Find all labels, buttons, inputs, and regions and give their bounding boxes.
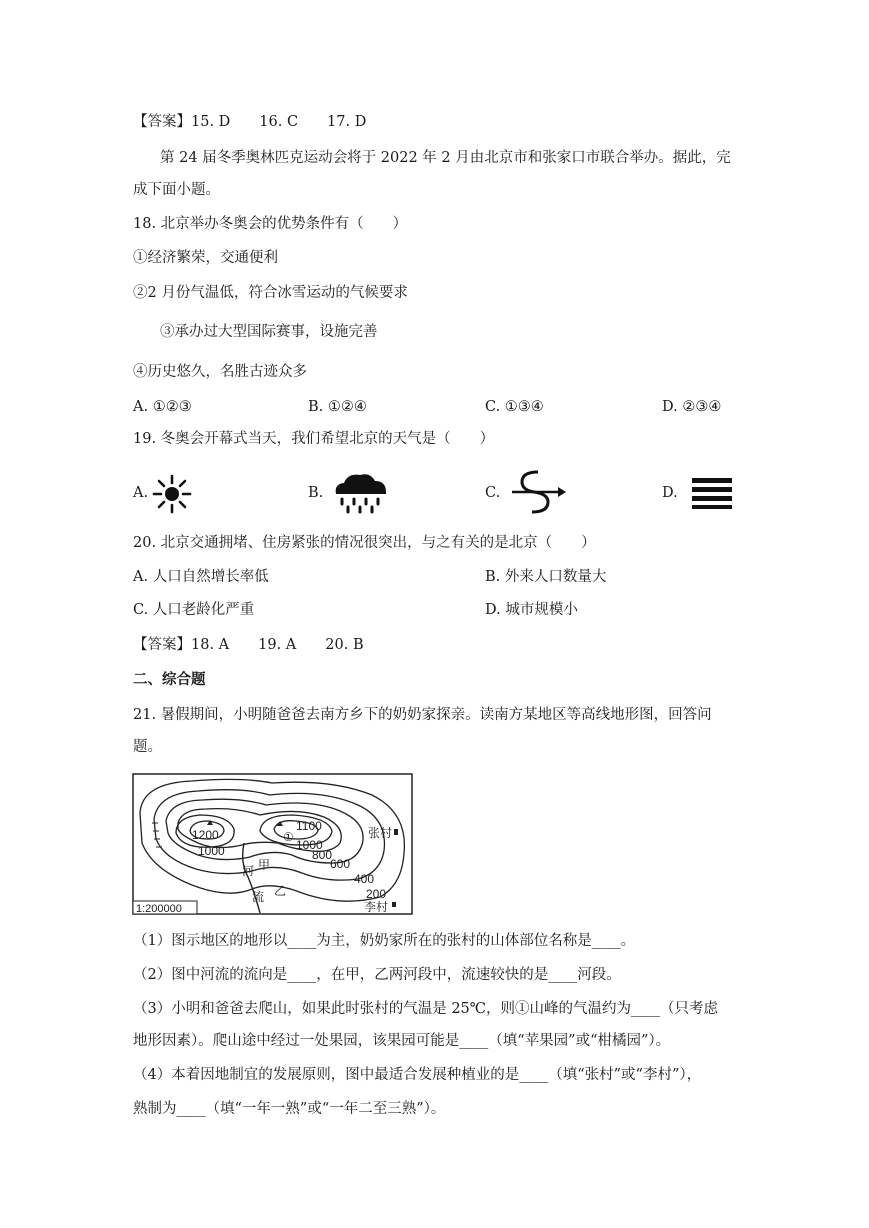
q19-stem: 19. 冬奥会开幕式当天，我们希望北京的天气是（ ） bbox=[133, 431, 495, 447]
map-label-river-he: 河 bbox=[242, 864, 255, 878]
sun-icon bbox=[152, 474, 192, 514]
q18-option-c: C. ①③④ bbox=[485, 399, 544, 415]
section-title: 二、综合题 bbox=[133, 671, 206, 688]
q18-statement-3: ③承办过大型国际赛事，设施完善 bbox=[160, 324, 378, 340]
rain-cloud-icon bbox=[330, 470, 390, 514]
q21-sub-3-line-2: 地形因素）。爬山途中经过一处果园，该果园可能是____（填“苹果园”或“柑橘园”）。 bbox=[133, 1033, 671, 1049]
q18-statement-2: ②2 月份气温低，符合冰雪运动的气候要求 bbox=[133, 285, 408, 301]
q21-sub-2: （2）图中河流的流向是____，在甲，乙两河段中，流速较快的是____河段。 bbox=[133, 967, 621, 983]
q18-statement-1: ①经济繁荣，交通便利 bbox=[133, 250, 278, 266]
q20-stem: 20. 北京交通拥堵、住房紧张的情况很突出，与之有关的是北京（ ） bbox=[133, 535, 596, 551]
contour-map bbox=[132, 773, 413, 915]
answer-block-15-17: 【答案】15. D 16. C 17. D bbox=[133, 114, 367, 130]
map-label-400: 400 bbox=[354, 872, 375, 886]
q18-stem: 18. 北京举办冬奥会的优势条件有（ ） bbox=[133, 216, 408, 232]
map-label-point-yi: 乙 bbox=[274, 884, 287, 898]
q21-sub-4-line-1: （4）本着因地制宜的发展原则，图中最适合发展种植业的是____（填“张村”或“李村”）， bbox=[133, 1067, 702, 1083]
intro-line-1: 第 24 届冬季奥林匹克运动会将于 2022 年 2 月由北京市和张家口市联合举办。据此，完 bbox=[160, 150, 731, 166]
map-label-600: 600 bbox=[330, 857, 351, 871]
q21-stem-line-2: 题。 bbox=[133, 739, 162, 755]
map-label-1000-left: 1000 bbox=[198, 844, 225, 858]
map-label-1200: 1200 bbox=[192, 828, 219, 842]
q21-sub-4-line-2: 熟制为____（填“一年一熟”或“一年二至三熟”）。 bbox=[133, 1101, 446, 1117]
q20-option-c: C. 人口老龄化严重 bbox=[133, 602, 255, 618]
intro-line-2: 成下面小题。 bbox=[133, 182, 220, 198]
q19-label-c: C. bbox=[485, 485, 501, 501]
q18-option-a: A. ①②③ bbox=[133, 399, 192, 415]
q18-option-b: B. ①②④ bbox=[308, 399, 367, 415]
map-label-1100: 1100 bbox=[296, 819, 322, 833]
map-label-200: 200 bbox=[366, 887, 387, 901]
q20-option-d: D. 城市规模小 bbox=[485, 602, 578, 618]
q19-label-d: D. bbox=[662, 485, 678, 501]
sandstorm-icon bbox=[508, 468, 568, 516]
q19-label-a: A. bbox=[133, 485, 149, 501]
answer-block-18-20: 【答案】18. A 19. A 20. B bbox=[133, 637, 364, 653]
q20-option-b: B. 外来人口数量大 bbox=[485, 569, 607, 585]
q20-option-a: A. 人口自然增长率低 bbox=[133, 569, 269, 585]
map-peak-marker: ① bbox=[283, 830, 294, 844]
map-label-river-liu: 流 bbox=[252, 890, 265, 904]
q18-option-d: D. ②③④ bbox=[662, 399, 722, 415]
map-label-point-jia: 甲 bbox=[258, 858, 271, 872]
map-label-1000-right: 1000 bbox=[296, 838, 323, 852]
map-scale: 1:200000 bbox=[136, 903, 182, 915]
map-label-800: 800 bbox=[312, 848, 333, 862]
map-label-zhangcun: 张村 bbox=[368, 826, 393, 840]
q21-sub-1: （1）图示地区的地形以____为主，奶奶家所在的张村的山体部位名称是____。 bbox=[133, 933, 636, 949]
q18-statement-4: ④历史悠久，名胜古迹众多 bbox=[133, 364, 307, 380]
q21-stem-line-1: 21. 暑假期间，小明随爸爸去南方乡下的奶奶家探亲。读南方某地区等高线地形图，回答问 bbox=[133, 707, 712, 723]
fog-icon bbox=[690, 476, 734, 510]
q21-sub-3-line-1: （3）小明和爸爸去爬山，如果此时张村的气温是 25℃，则①山峰的气温约为____（只考虑 bbox=[133, 1001, 719, 1017]
map-label-licun: 李村 bbox=[364, 900, 389, 914]
q19-label-b: B. bbox=[308, 485, 324, 501]
